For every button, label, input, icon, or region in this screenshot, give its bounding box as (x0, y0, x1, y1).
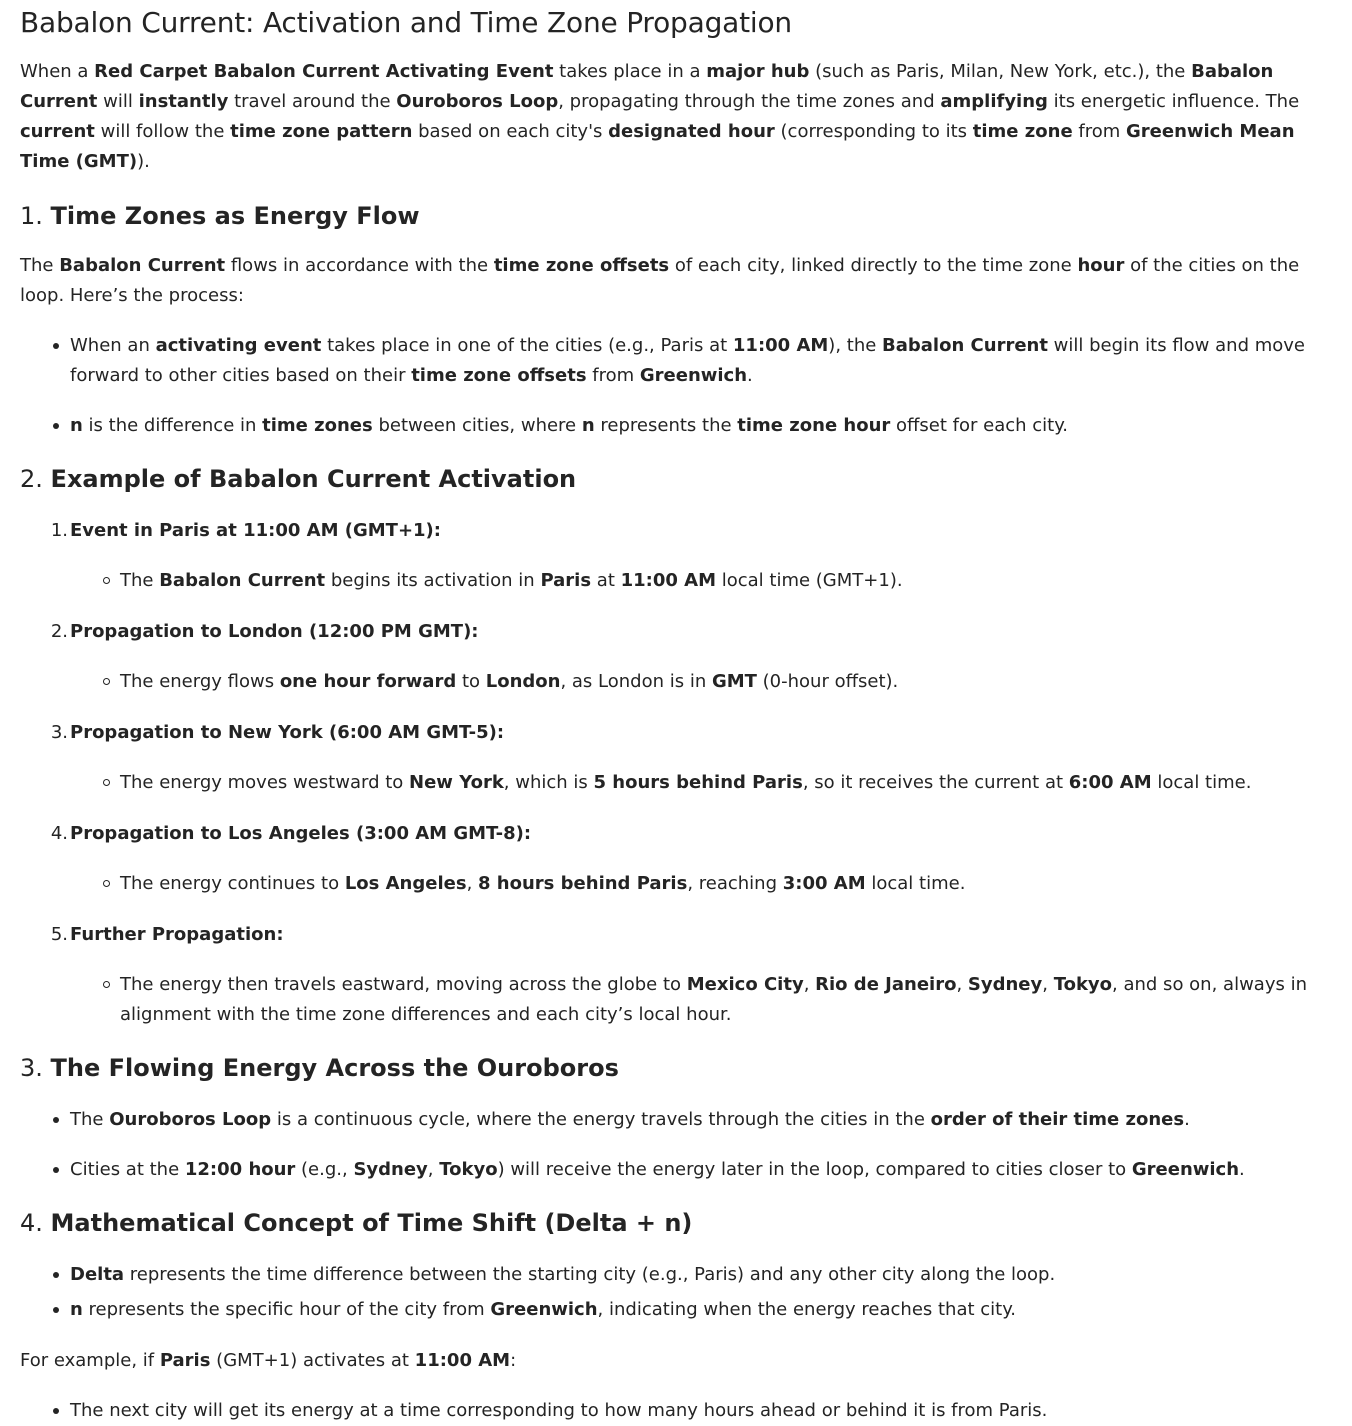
text-run: to (456, 671, 486, 692)
text-run: , (1042, 974, 1054, 995)
text-run: ). (137, 151, 150, 172)
text-run: begins its activation in (325, 570, 541, 591)
page-title: Babalon Current: Activation and Time Zone Propagation (20, 6, 792, 39)
text-run: . (1239, 1159, 1245, 1180)
circle-bullet-icon (103, 981, 110, 988)
bold-text: time zones (262, 415, 373, 436)
list-item (20, 331, 1332, 391)
text-run: When a (20, 61, 95, 82)
step-item: 5. Further Propagation: (50, 924, 284, 945)
text-run: (such as Paris, Milan, New York, etc.), the (809, 61, 1192, 82)
bullet-icon (53, 1307, 59, 1313)
step-item: 1. Event in Paris at 11:00 AM (GMT+1): (50, 520, 441, 541)
bold-text: 8 hours behind Paris (478, 873, 688, 894)
text-run: The energy continues to (120, 873, 345, 894)
bold-text: Sydney (353, 1159, 428, 1180)
bold-text: time zone (972, 121, 1073, 142)
bold-text: Greenwich (639, 365, 748, 386)
text-run: , so it receives the current at (802, 772, 1069, 793)
step-detail (20, 970, 1332, 1030)
bold-text: amplifying (940, 91, 1048, 112)
text-run: , reaching (687, 873, 783, 894)
bold-text: Greenwich (490, 1299, 598, 1320)
text-run: The energy then travels eastward, moving across the globe to (120, 974, 687, 995)
bold-text: hour (1077, 255, 1125, 276)
bullet-icon (53, 1117, 59, 1123)
bold-text: Paris (159, 1350, 211, 1371)
example-list (20, 1396, 1332, 1426)
document (0, 5, 1332, 1426)
text-run: , and so on, always in alignment with the time zone differences and each city’s local hour. (120, 974, 1307, 1025)
bold-text: 11:00 AM (620, 570, 717, 591)
intro-paragraph (20, 57, 1332, 177)
bold-text: time zone offsets (411, 365, 587, 386)
text-run: , indicating when the energy reaches that city. (597, 1299, 1017, 1320)
text-run: . (1184, 1109, 1190, 1130)
step-item: 2. Propagation to London (12:00 PM GMT): (50, 621, 479, 642)
bold-text: 12:00 hour (184, 1159, 296, 1180)
text-run: The energy moves westward to (120, 772, 410, 793)
bold-text: one hour forward (279, 671, 457, 692)
step-detail (20, 667, 1332, 697)
text-run: at (591, 570, 621, 591)
bold-text: Los Angeles (344, 873, 467, 894)
bold-text: New York (409, 772, 504, 793)
bold-text: 6:00 AM (1068, 772, 1152, 793)
text-run: . (747, 365, 753, 386)
list-item (20, 1295, 1332, 1325)
text-run: is a continuous cycle, where the energy travels through the cities in the (271, 1109, 931, 1130)
bold-text: Rio de Janeiro (815, 974, 957, 995)
text-run: travel around the (228, 91, 397, 112)
text-run: from (1072, 121, 1126, 142)
bold-text: time zone offsets (493, 255, 670, 276)
text-run: For example, if (20, 1350, 160, 1371)
bold-text: order of their time zones (930, 1109, 1185, 1130)
bold-text: activating event (155, 335, 322, 356)
text-run: of the cities on the loop. Here’s the process: (20, 255, 1300, 306)
bold-text: Greenwich Mean Time (GMT) (20, 121, 1295, 172)
text-run: (corresponding to its (774, 121, 973, 142)
step-item: 3. Propagation to New York (6:00 AM GMT-5): (50, 722, 505, 743)
list-item (20, 411, 1332, 441)
step-item: 4. Propagation to Los Angeles (3:00 AM GMT-8): (50, 823, 532, 844)
bold-text: Red Carpet Babalon Current Activating Event (94, 61, 554, 82)
text-run: The next city will get its energy at a time corresponding to how many hours ahead or behind it is from Paris. (70, 1400, 1048, 1421)
bold-text: 11:00 AM (414, 1350, 511, 1371)
step-detail (20, 566, 1332, 596)
bold-text: 5 hours behind Paris (593, 772, 803, 793)
bold-text: Sydney (967, 974, 1043, 995)
bold-text: instantly (138, 91, 229, 112)
text-run: takes place in a (553, 61, 707, 82)
bold-text: major hub (706, 61, 810, 82)
text-run: ) will receive the energy later in the loop, compared to cities closer to (497, 1159, 1132, 1180)
text-run: The (20, 255, 60, 276)
text-run: The energy flows (120, 671, 280, 692)
bold-text: current (20, 121, 95, 142)
list-item (20, 1396, 1332, 1426)
text-run: , (427, 1159, 440, 1180)
circle-bullet-icon (103, 577, 110, 584)
bold-text: n (70, 1299, 83, 1320)
bold-text: Paris (540, 570, 592, 591)
text-run: will begin its flow and move forward to other cities based on their (70, 335, 1305, 386)
bullet-icon (53, 1167, 59, 1173)
bold-text: Babalon Current (882, 335, 1048, 356)
bold-text: Ouroboros Loop (109, 1109, 272, 1130)
text-run: , which is (503, 772, 594, 793)
text-run: (GMT+1) activates at (210, 1350, 415, 1371)
text-run: takes place in one of the cities (e.g., Paris at (321, 335, 733, 356)
section-3-heading: 3. The Flowing Energy Across the Ouroboros (20, 1054, 619, 1082)
bold-text: Babalon Current (20, 61, 1274, 112)
text-run: its energetic influence. The (1047, 91, 1300, 112)
bold-text: 11:00 AM (732, 335, 829, 356)
text-run: represents the (594, 415, 738, 436)
circle-bullet-icon (103, 779, 110, 786)
text-run: represents the time difference between the starting city (e.g., Paris) and any other city along the loop. (124, 1264, 1056, 1285)
bold-text: Tokyo (1053, 974, 1113, 995)
text-run: of each city, linked directly to the time zone (669, 255, 1078, 276)
section-2-steps (20, 516, 1332, 1030)
bold-text: GMT (711, 671, 757, 692)
text-run: The (70, 1109, 110, 1130)
list-item (20, 1155, 1332, 1185)
circle-bullet-icon (103, 678, 110, 685)
text-run: , as London is in (560, 671, 712, 692)
bold-text: Ouroboros Loop (396, 91, 559, 112)
text-run: local time. (865, 873, 966, 894)
text-run: When an (70, 335, 156, 356)
text-run: , (956, 974, 968, 995)
bold-text: designated hour (608, 121, 775, 142)
text-run: The (120, 570, 160, 591)
text-run: (e.g., (295, 1159, 354, 1180)
bold-text: Delta (70, 1264, 125, 1285)
bold-text: Babalon Current (59, 255, 226, 276)
bold-text: London (485, 671, 561, 692)
text-run: ), the (828, 335, 883, 356)
text-run: based on each city's (412, 121, 609, 142)
bold-text: Mexico City (686, 974, 804, 995)
step-detail (20, 869, 1332, 899)
text-run: will follow the (94, 121, 231, 142)
text-run: , propagating through the time zones and (558, 91, 941, 112)
section-1-paragraph (20, 251, 1332, 311)
bullet-icon (53, 1272, 59, 1278)
bold-text: Babalon Current (159, 570, 326, 591)
bold-text: Greenwich (1131, 1159, 1240, 1180)
bold-text: n (581, 415, 595, 436)
text-run: will (97, 91, 139, 112)
text-run: represents the specific hour of the city from (82, 1299, 491, 1320)
section-1-heading: 1. Time Zones as Energy Flow (20, 202, 420, 230)
text-run: , (803, 974, 816, 995)
bold-text: n (70, 415, 83, 436)
circle-bullet-icon (103, 880, 110, 887)
section-4-list (20, 1260, 1332, 1325)
bold-text: time zone hour (737, 415, 891, 436)
section-1-list (20, 331, 1332, 441)
text-run: between cities, where (372, 415, 582, 436)
bullet-icon (53, 1408, 59, 1414)
bold-text: time zone pattern (230, 121, 413, 142)
section-2-heading: 2. Example of Babalon Current Activation (20, 465, 577, 493)
section-4-heading: 4. Mathematical Concept of Time Shift (Delta + n) (20, 1209, 693, 1237)
text-run: from (586, 365, 640, 386)
text-run: (0-hour offset). (756, 671, 899, 692)
text-run: : (510, 1350, 517, 1371)
bold-text: Tokyo (439, 1159, 498, 1180)
example-paragraph (20, 1346, 1332, 1376)
text-run: Cities at the (70, 1159, 185, 1180)
text-run: offset for each city. (890, 415, 1069, 436)
bold-text: 3:00 AM (782, 873, 866, 894)
text-run: local time (GMT+1). (716, 570, 903, 591)
text-run: , (466, 873, 479, 894)
bullet-icon (53, 423, 59, 429)
list-item (20, 1105, 1332, 1135)
list-item (20, 1260, 1332, 1290)
bullet-icon (53, 343, 59, 349)
text-run: local time. (1151, 772, 1252, 793)
text-run: flows in accordance with the (225, 255, 494, 276)
section-3-list (20, 1105, 1332, 1185)
step-detail (20, 768, 1332, 798)
text-run: is the difference in (82, 415, 263, 436)
